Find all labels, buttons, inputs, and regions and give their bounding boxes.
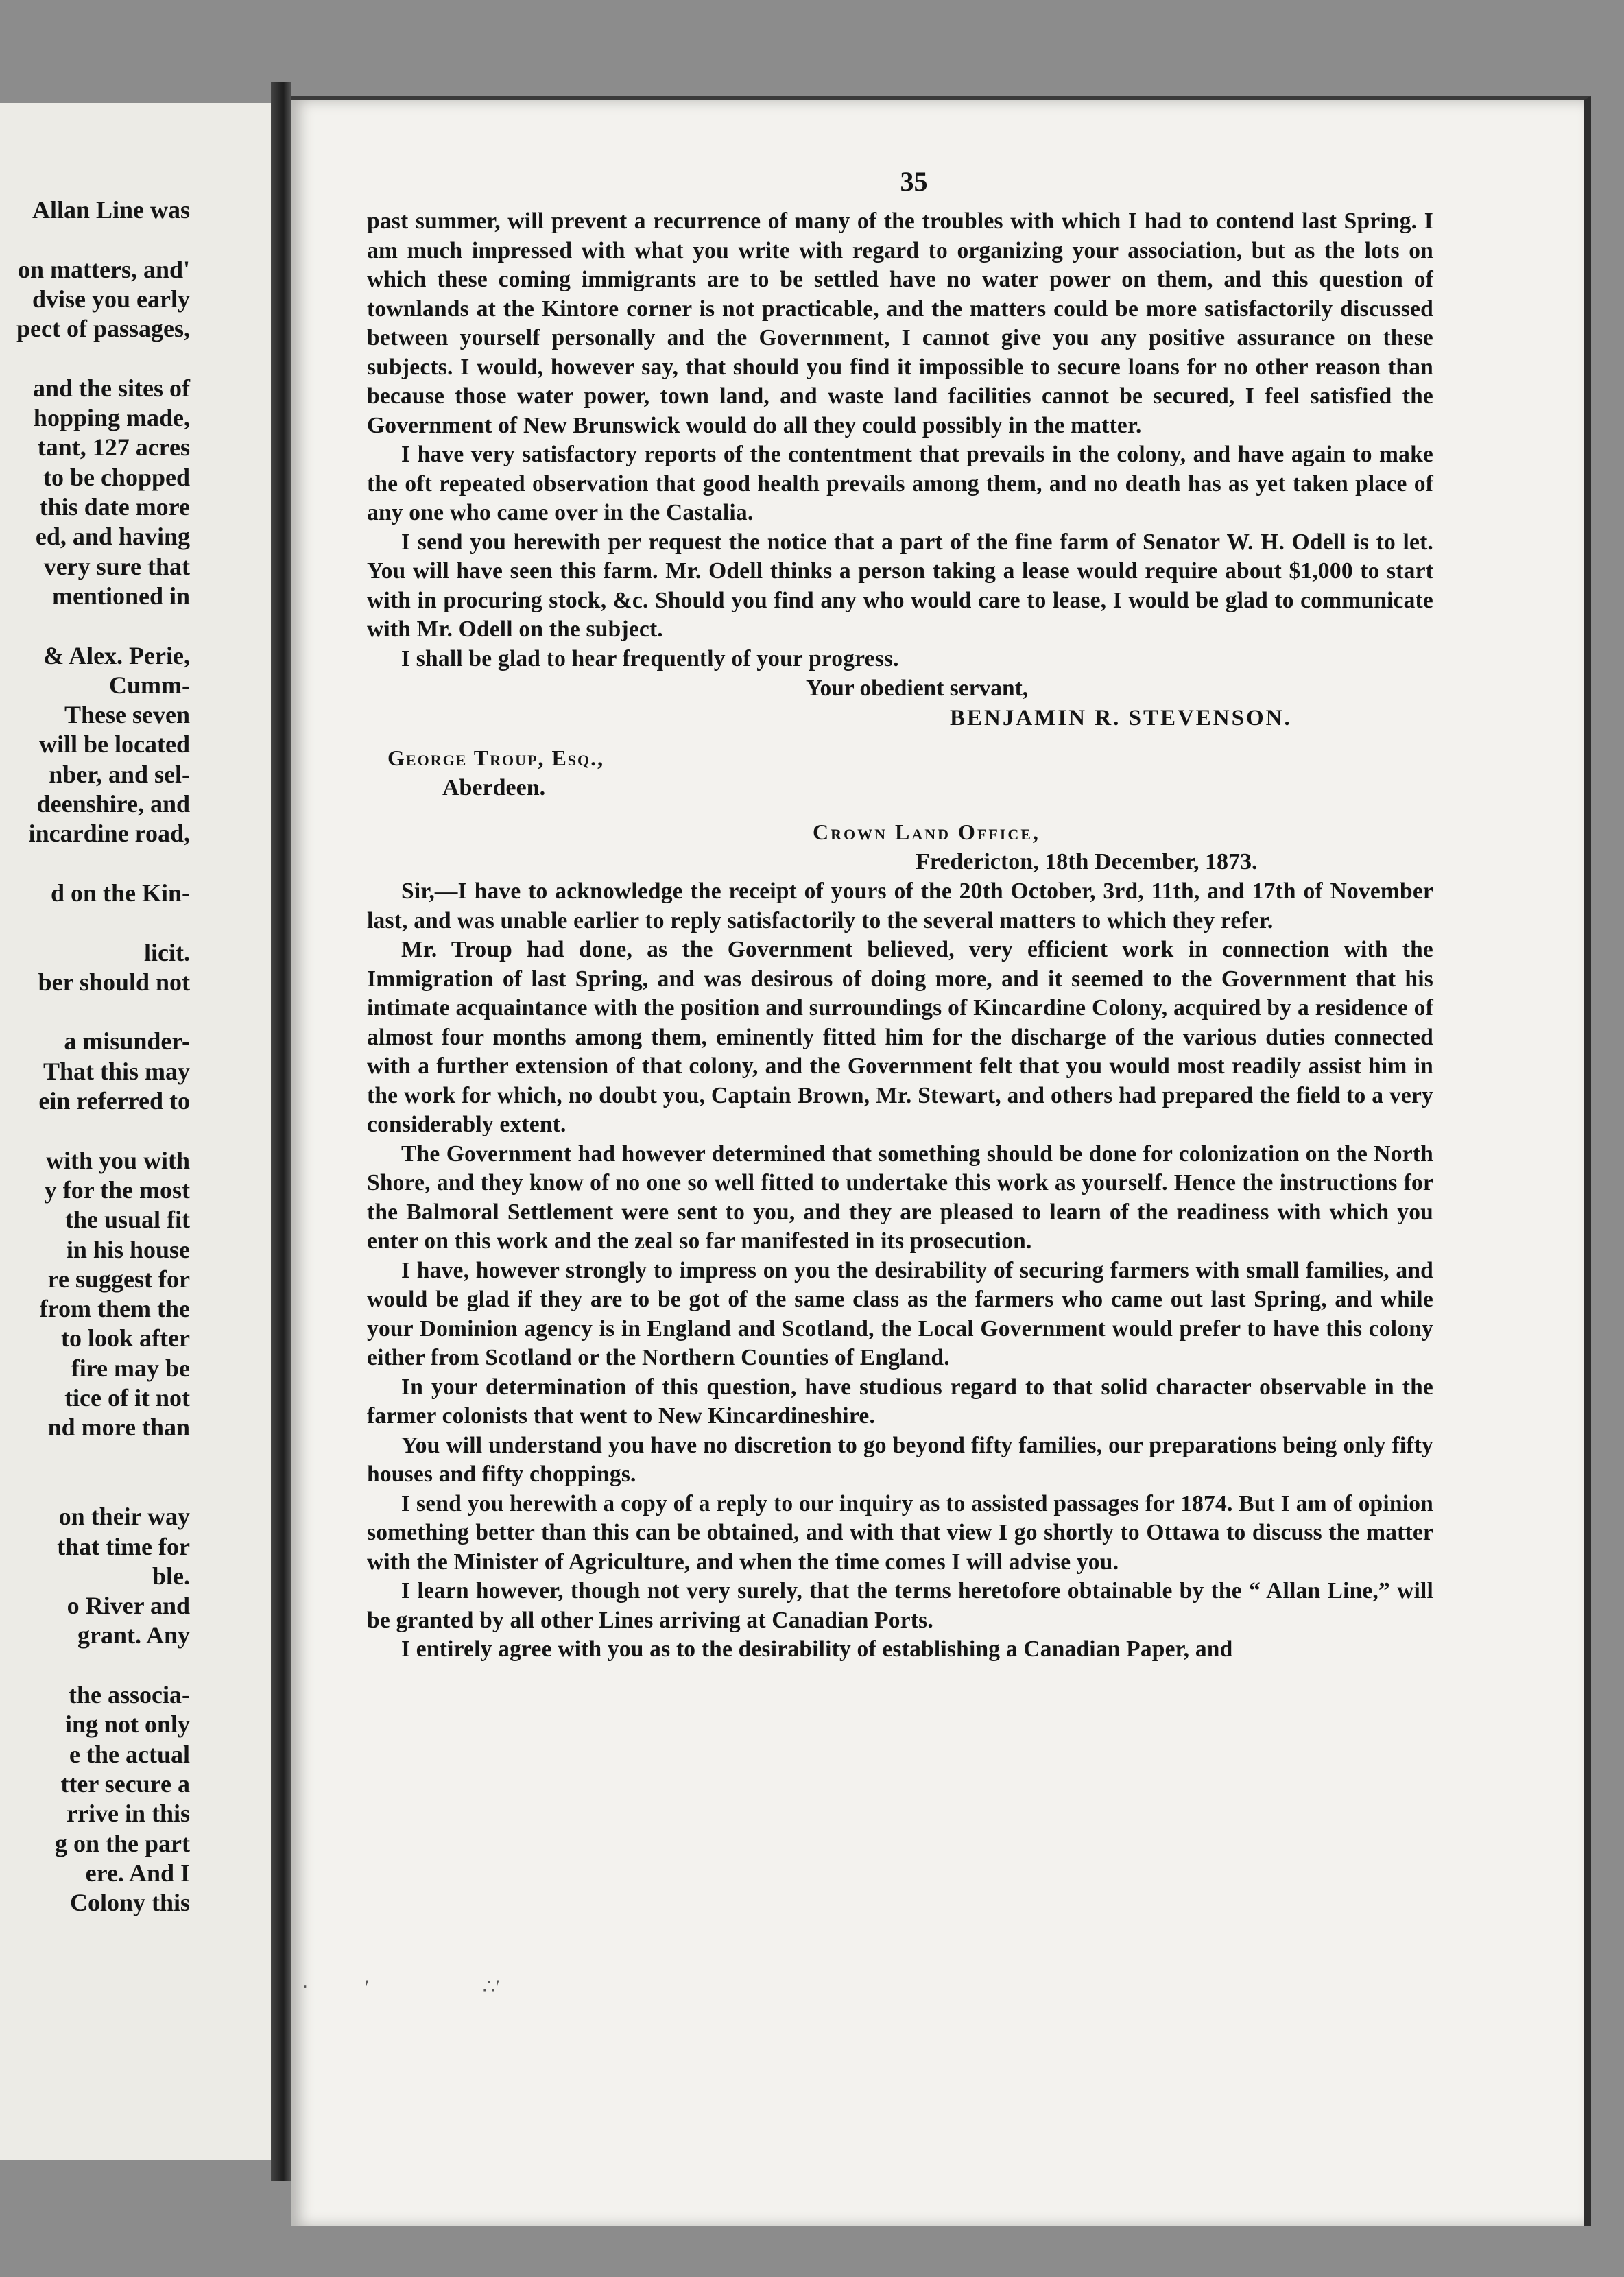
facing-page-line: to look after bbox=[61, 1324, 190, 1352]
facing-page-line: in his house bbox=[66, 1235, 190, 1263]
facing-page-line: with you with bbox=[45, 1146, 190, 1174]
facing-page-line: tant, 127 acres bbox=[37, 433, 190, 462]
facing-page-line: d on the Kin- bbox=[50, 879, 190, 907]
facing-page-line: pect of passages, bbox=[16, 315, 190, 343]
letter2-date: Fredericton, 18th December, 1873. bbox=[916, 849, 1258, 874]
book-gutter bbox=[271, 82, 291, 2181]
facing-page-line: will be located bbox=[39, 730, 190, 759]
print-specks: ‧ ′ ∴′ bbox=[302, 1976, 501, 1999]
letter2-paragraph-9: I entirely agree with you as to the desirability of establishing a Canadian Paper, and bbox=[401, 1636, 1233, 1662]
letter2-paragraph-3: The Government had however determined that something should be done for colonization on the North Shore, and they know of no one so well fitted to undertake this work as yourself. Hence the instructions for the Balmoral Settlement were sent to you, and they are pleased to learn of the readiness with which you enter on this work and the zeal so far manifested in its prosecution. bbox=[367, 1141, 1433, 1254]
letter1-closing: Your obedient servant, bbox=[806, 676, 1029, 701]
page-content bbox=[367, 165, 1433, 1665]
facing-page-line: e the actual bbox=[69, 1740, 190, 1768]
letter1-addressee: George Troup, Esq., bbox=[387, 746, 605, 770]
facing-page-line: ere. And I bbox=[85, 1859, 190, 1887]
facing-page-line: on matters, and' bbox=[18, 255, 190, 283]
facing-page-line: ein referred to bbox=[38, 1087, 190, 1114]
facing-page-line: fire may be bbox=[71, 1354, 190, 1382]
facing-page-line: tter secure a bbox=[60, 1769, 190, 1798]
facing-page-line: and the sites of bbox=[32, 374, 190, 402]
letter1-signature: BENJAMIN R. STEVENSON. bbox=[950, 706, 1292, 730]
facing-page-line: deenshire, and bbox=[36, 790, 190, 818]
facing-page-line: the associa- bbox=[69, 1681, 190, 1708]
facing-page-line: ed, and having bbox=[35, 523, 190, 551]
facing-page-line: nber, and sel- bbox=[49, 760, 190, 788]
facing-page-line: That this may bbox=[43, 1057, 190, 1085]
facing-page-line: ble. bbox=[152, 1562, 190, 1590]
facing-page-line: re suggest for bbox=[47, 1265, 190, 1293]
facing-page-line: o River and bbox=[67, 1592, 190, 1620]
facing-page-line: a misunder- bbox=[64, 1027, 190, 1056]
facing-page-line: from them the bbox=[39, 1295, 190, 1323]
facing-page-line: that time for bbox=[57, 1532, 190, 1560]
facing-page-line: Cumm- bbox=[109, 671, 190, 699]
letter2-paragraph-5: In your determination of this question, have studious regard to that solid character observable in the farmer colonists that went to New Kincardineshire. bbox=[367, 1374, 1433, 1429]
letter1-addressee-city: Aberdeen. bbox=[442, 775, 546, 800]
facing-page-line: These seven bbox=[64, 701, 190, 729]
facing-page-line: Allan Line was bbox=[32, 196, 190, 224]
letter2-paragraph-1: Sir,—I have to acknowledge the receipt of yours of the 20th October, 3rd, 11th, and 17th of November last, and was unable earlier to reply satisfactorily to the several matters to which they refer. bbox=[367, 879, 1433, 933]
facing-page-line: grant. Any bbox=[77, 1621, 190, 1649]
facing-page-line: on their way bbox=[58, 1503, 190, 1531]
facing-page-line: very sure that bbox=[43, 552, 190, 580]
facing-page-line: to be chopped bbox=[43, 463, 190, 491]
letter1-paragraph-2: I have very satisfactory reports of the contentment that prevails in the colony, and have again to make the oft repeated observation that good health prevails among them, and no death has as yet taken place of any one who came over in the Castalia. bbox=[367, 442, 1433, 525]
facing-page-line: hopping made, bbox=[33, 404, 190, 432]
letter2-office: Crown Land Office, bbox=[813, 820, 1040, 844]
facing-page-line: ing not only bbox=[64, 1710, 190, 1739]
facing-page-line: ber should not bbox=[38, 968, 190, 996]
letter2-paragraph-4: I have, however strongly to impress on you the desirability of securing farmers with small families, and would be glad if they are to be got of the same class as the farmers who came out last Spring, and while your Dominion agency is in England and Scotland, the Local Government would prefer to have this colony either from Scotland or the Northern Counties of England. bbox=[367, 1257, 1433, 1370]
letter2-paragraph-2: Mr. Troup had done, as the Government believed, very efficient work in connection with the Immigration of last Spring, and was desirous of doing more, and it seemed to the Government that his intimate acquaintance with the position and surroundings of Kincardine Colony, acquired by a residence of almost four months among them, eminently fitted him for the discharge of the various duties connected with a further extension of that colony, and the Government felt that you would most readily assist him in the work for which, no doubt you, Captain Brown, Mr. Stewart, and others had prepared the field to a very considerably extent. bbox=[367, 937, 1433, 1137]
page-number: 35 bbox=[900, 166, 928, 197]
letter1-paragraph-4: I shall be glad to hear frequently of your progress. bbox=[401, 645, 899, 671]
letter1-paragraph-1: past summer, will prevent a recurrence of many of the troubles with which I had to contend last Spring. I am much impressed with what you write with regard to organizing your association, but as the lots on which these coming immigrants are to be settled have no water power on them, and this question of townlands at the Kintore corner is not practicable, and the matters could be more satisfactorily discussed between yourself personally and the Government, I cannot give you any positive assurance on these subjects. I would, however say, that should you find it impossible to secure loans for no other reason than because those water power, town land, and waste land facilities cannot be secured, I feel satisfied the Government of New Brunswick would do all they could possibly in the matter. bbox=[367, 208, 1433, 438]
facing-page-line: y for the most bbox=[44, 1176, 190, 1204]
facing-page-line: dvise you early bbox=[32, 285, 190, 313]
letter2-paragraph-6: You will understand you have no discretion to go beyond fifty families, our preparations being only fifty houses and fifty choppings. bbox=[367, 1432, 1433, 1487]
letter2-paragraph-7: I send you herewith a copy of a reply to our inquiry as to assisted passages for 1874. But I am of opinion something better than this can be obtained, and with that view I go shortly to Ottawa to discuss the matter with the Minister of Agriculture, and when the time comes I will advise you. bbox=[367, 1490, 1433, 1575]
facing-page-line: & Alex. Perie, bbox=[43, 641, 190, 669]
facing-page-line: rrive in this bbox=[67, 1800, 190, 1828]
facing-page-line: incardine road, bbox=[28, 820, 190, 848]
facing-page-line: the usual fit bbox=[64, 1206, 190, 1234]
facing-page-line: tice of it not bbox=[64, 1384, 190, 1411]
letter2-paragraph-8: I learn however, though not very surely, that the terms heretofore obtainable by the “ Allan Line,” will be granted by all other Lines arriving at Canadian Ports. bbox=[367, 1578, 1433, 1633]
facing-page-line: Colony this bbox=[69, 1889, 190, 1917]
book-page bbox=[291, 96, 1591, 2226]
facing-page-line: licit. bbox=[144, 938, 190, 966]
letter1-paragraph-3: I send you herewith per request the notice that a part of the fine farm of Senator W. H. Odell is to let. You will have seen this farm. Mr. Odell thinks a person taking a lease would require about $1,000 to start with in procuring stock, &c. Should you find any who would care to lease, I would be glad to communicate with Mr. Odell on the subject. bbox=[367, 529, 1433, 642]
facing-page bbox=[0, 103, 278, 2160]
facing-page-line: mentioned in bbox=[51, 582, 190, 610]
facing-page-line: nd more than bbox=[47, 1414, 190, 1442]
facing-page-line: this date more bbox=[39, 493, 190, 521]
facing-page-line: g on the part bbox=[55, 1829, 190, 1857]
